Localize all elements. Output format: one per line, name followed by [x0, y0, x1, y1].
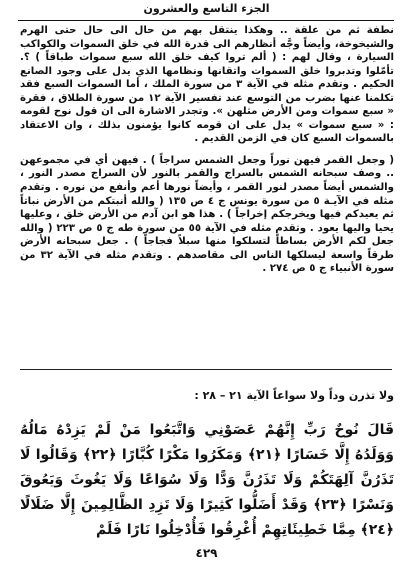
header-rule — [18, 20, 394, 21]
section-heading: ولا تذرن وداً ولا سواعاً الآية ٢١ – ٢٨ : — [194, 389, 394, 402]
quran-verse-block — [20, 418, 394, 543]
quran-verse-text: قَالَ نُوحٌ رَبِّ إِنَّهُمْ عَصَوْنِي وَاتَّبَعُوا مَنْ لَمْ يَزِدْهُ مَالُهُ وَوَلَدُهُ إِلَّا خَسَارًا ﴿٢١﴾ وَمَكَرُوا مَكْرًا كُبَّارًا ﴿٢٢﴾ وَقَالُوا لَا تَذَرُنَّ آلِهَتَكُمْ وَلَا تَذَرُنَّ وَدًّا وَلَا سُوَاعًا وَلَا يَغُوثَ وَيَعُوقَ وَنَسْرًا ﴿٢٣﴾ وَقَدْ أَضَلُّوا كَثِيرًا وَلَا تَزِدِ الظَّالِمِينَ إِلَّا ضَلَالًا ﴿٢٤﴾ مِمَّا خَطِيئَاتِهِمْ أُغْرِقُوا فَأُدْخِلُوا نَارًا فَلَمْ — [20, 422, 395, 538]
commentary-body — [20, 24, 394, 276]
commentary-paragraph-1: نطفة ثم من علقة .. وهكذا ينتقل بهم من حال الى حال حتى الهرم والشيخوخة، وأيضاً وجَّه أنظارهم الى قدرة الله في خلق السموات والكواكب السيارة ، وقال لهم : ( ألم تروا كيف خلق الله سبع سموات طباقاً ) ؟. تأمّلوا وتدبروا خلق السموات واتقانها ونظامها الذي يدل على وجود الصانع الحكيم . وتقدم مثله في الآية ٣ من سورة الملك ، أما السموات السبع فقد تكلمنا عنها بضرب من التوسع عند تفسير الآية ١٢ من سورة الطلاق ، فقرة « سبع سموات ومن الأرض مثلهن ». وتجدر الاشارة الى ان قول نوح لقومه : « سبع سموات » يدل على ان قومه كانوا يؤمنون بذلك ، وان الاعتقاد بالسموات السبع كان في الزمن القديم . — [20, 25, 395, 145]
section-rule — [20, 369, 392, 370]
paragraph-gap — [20, 146, 394, 154]
running-header: الجزء التاسع والعشرون — [143, 2, 270, 15]
commentary-paragraph-2: ( وجعل القمر فيهن نوراً وجعل الشمس سراجاً ) . فيهن أي في مجموعهن .. وصف سبحانه الشمس بالسراج والقمر بالنور لأن السراج مصدر النور ، والشمس أيضاً مصدر لنور القمر ، وأيضاً نورها أعم وأنفع من نوره . وتقدم مثله في الآيـة ٥ من سورة يونس ج ٤ ص ١٣٥ ( والله أنبتكم من الأرض نباتاً ثم يعيدكم فيها ويخرجكم إخراجاً ) . هذا هو ابن آدم من الأرض خلق ، وعليها يحيا واليها يعود . وتقدم مثله في الآية ٥٥ من سورة طه ج ٥ ص ٢٢٣ ( والله جعل لكم الأرض بساطاً لتسلكوا منها سبلاً فجاجاً ) . جعل سبحانه الأرض طرقاً واسعة ليسلكها الناس الى مقاصدهم . وتقدم مثله في الآية ٣٢ من سورة الأنبياء ج ٥ ص ٢٧٤ . — [20, 154, 394, 275]
page-number: ٤٢٩ — [195, 546, 218, 560]
